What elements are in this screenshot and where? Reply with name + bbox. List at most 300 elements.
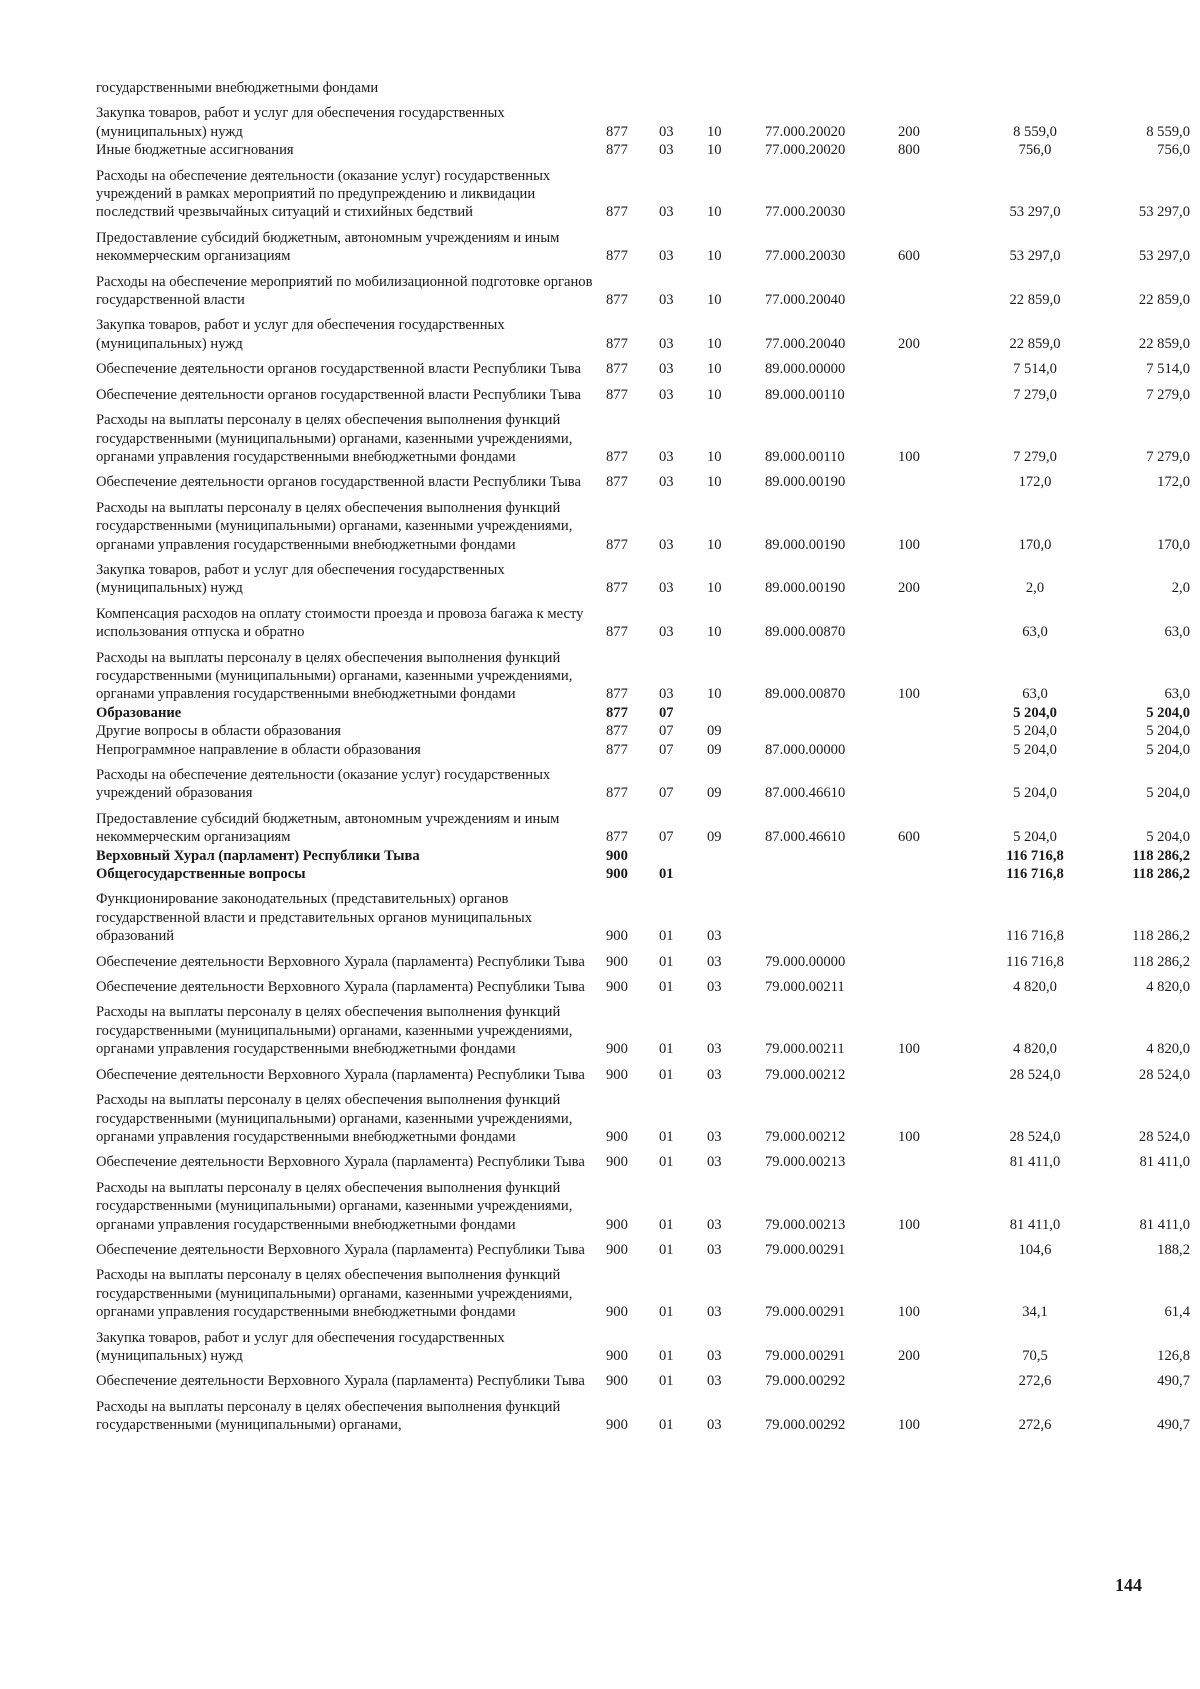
- table-row: [96, 883, 1196, 945]
- row-subsection: 10: [707, 474, 722, 491]
- row-code: [604, 79, 659, 97]
- row-code: 900: [606, 1241, 628, 1258]
- row-subsection: [707, 704, 765, 722]
- row-amount-year1: 81 411,0: [1009, 1216, 1061, 1233]
- table-row: [96, 598, 1196, 642]
- row-description: Обеспечение деятельности Верховного Хурала (парламента) Республики Тыва: [96, 1066, 585, 1083]
- table-row: [96, 79, 1196, 97]
- row-subsection: 09: [707, 741, 722, 758]
- row-amount-year1: 53 297,0: [1009, 204, 1061, 221]
- row-description: Расходы на обеспечение мероприятий по мобилизационной подготовке органов государственной власти: [96, 273, 593, 309]
- row-section: 01: [659, 1128, 674, 1145]
- row-article: 79.000.00212: [765, 1066, 846, 1083]
- row-article: 89.000.00110: [765, 386, 845, 403]
- row-subsection: 10: [707, 448, 722, 465]
- row-code: 877: [606, 704, 628, 721]
- row-section: 01: [659, 866, 674, 883]
- row-description: Общегосударственные вопросы: [96, 866, 306, 883]
- row-description: Функционирование законодательных (представительных) органов государственной власти и представительных органов муниципальных образований: [96, 891, 533, 945]
- row-amount-year1: 272,6: [1018, 1417, 1052, 1434]
- row-section: 01: [659, 979, 674, 996]
- row-subsection: 03: [707, 1304, 722, 1321]
- row-expense-type: [898, 722, 983, 740]
- row-expense-type: 100: [898, 1417, 920, 1434]
- row-amount-year2: 188,2: [1157, 1241, 1190, 1258]
- row-amount-year1: 5 204,0: [1013, 704, 1057, 721]
- row-amount-year1: 272,6: [1018, 1373, 1052, 1390]
- row-section: 03: [659, 142, 674, 159]
- table-row: [96, 704, 1196, 722]
- row-amount-year1: 7 279,0: [1013, 448, 1057, 465]
- row-code: 877: [606, 536, 628, 553]
- row-section: [659, 847, 707, 865]
- row-article: 87.000.46610: [765, 785, 846, 802]
- row-amount-year1: 172,0: [1018, 474, 1052, 491]
- row-subsection: 10: [707, 204, 722, 221]
- row-description: Закупка товаров, работ и услуг для обеспечения государственных (муниципальных) нужд: [96, 1329, 505, 1364]
- table-row: [96, 466, 1196, 491]
- row-amount-year2: 7 514,0: [1146, 361, 1190, 378]
- row-amount-year1: 7 514,0: [1013, 361, 1057, 378]
- row-article: 89.000.00190: [765, 536, 846, 553]
- row-amount-year2: 4 820,0: [1146, 1041, 1190, 1058]
- table-row: [96, 1172, 1196, 1234]
- row-code: 900: [606, 979, 628, 996]
- row-code: 900: [606, 1066, 628, 1083]
- row-code: 900: [606, 1216, 628, 1233]
- row-amount-year1: 34,1: [1022, 1304, 1048, 1321]
- row-amount-year2: 5 204,0: [1146, 723, 1190, 740]
- row-article: 89.000.00190: [765, 580, 846, 597]
- row-subsection: 03: [707, 1216, 722, 1233]
- row-amount-year2: 63,0: [1164, 686, 1190, 703]
- row-article: 79.000.00291: [765, 1347, 846, 1364]
- row-description: Закупка товаров, работ и услуг для обеспечения государственных (муниципальных) нужд: [96, 105, 505, 140]
- row-subsection: 10: [707, 386, 722, 403]
- row-expense-type: 200: [898, 335, 920, 352]
- row-subsection: 10: [707, 123, 722, 140]
- row-description: Расходы на выплаты персоналу в целях обеспечения выполнения функций государственными (муниципальными) органами, казенными учреждениями, органами управления государственными внебюджетными фондами: [96, 649, 573, 703]
- row-amount-year1: 756,0: [1018, 142, 1052, 159]
- row-subsection: 09: [707, 829, 722, 846]
- table-row: [96, 722, 1196, 740]
- table-row: [96, 97, 1196, 141]
- row-subsection: 09: [707, 723, 722, 740]
- row-subsection: 10: [707, 686, 722, 703]
- row-expense-type: 100: [898, 1304, 920, 1321]
- row-expense-type: [898, 865, 983, 883]
- row-amount-year2: 28 524,0: [1138, 1066, 1190, 1083]
- row-expense-type: [898, 160, 983, 222]
- row-expense-type: [898, 266, 983, 310]
- row-description: Расходы на обеспечение деятельности (оказание услуг) государственных учреждений в рамках мероприятий по предупреждению и ликвидации последствий чрезвычайных ситуаций и стихийных бедствий: [96, 167, 551, 221]
- row-amount-year1: 5 204,0: [1013, 829, 1057, 846]
- row-article: [765, 883, 898, 945]
- row-section: 01: [659, 1304, 674, 1321]
- row-description: Расходы на выплаты персоналу в целях обеспечения выполнения функций государственными (муниципальными) органами, казенными учреждениями, органами управления государственными внебюджетными фондами: [96, 1179, 573, 1233]
- row-section: 03: [659, 624, 674, 641]
- table-row: [96, 741, 1196, 759]
- row-code: 900: [606, 1128, 628, 1145]
- row-amount-year1: 81 411,0: [1009, 1154, 1061, 1171]
- row-section: 01: [659, 1373, 674, 1390]
- row-code: 877: [606, 686, 628, 703]
- row-description: Расходы на обеспечение деятельности (оказание услуг) государственных учреждений образования: [96, 767, 551, 802]
- row-section: 07: [659, 723, 674, 740]
- row-section: 03: [659, 580, 674, 597]
- row-article: 89.000.00190: [765, 474, 846, 491]
- row-description: Обеспечение деятельности органов государственной власти Республики Тыва: [96, 474, 581, 491]
- row-subsection: 10: [707, 248, 722, 265]
- table-row: [96, 1084, 1196, 1146]
- row-section: 01: [659, 1417, 674, 1434]
- row-expense-type: 100: [898, 1216, 920, 1233]
- row-amount-year2: 5 204,0: [1146, 785, 1190, 802]
- row-section: 03: [659, 335, 674, 352]
- row-article: 89.000.00870: [765, 686, 846, 703]
- table-row: [96, 996, 1196, 1058]
- row-code: 900: [606, 1347, 628, 1364]
- row-amount-year2: 490,7: [1157, 1373, 1190, 1390]
- row-subsection: [707, 79, 765, 97]
- table-row: [96, 141, 1196, 159]
- row-expense-type: 100: [898, 536, 920, 553]
- row-amount-year2: 53 297,0: [1138, 248, 1190, 265]
- row-expense-type: [898, 883, 983, 945]
- row-amount-year2: 5 204,0: [1146, 741, 1190, 758]
- row-expense-type: [898, 741, 983, 759]
- row-amount-year2: 81 411,0: [1139, 1216, 1190, 1233]
- table-row: [96, 222, 1196, 266]
- row-amount-year1: 7 279,0: [1013, 386, 1057, 403]
- row-description: Другие вопросы в области образования: [96, 723, 342, 740]
- row-article: 79.000.00292: [765, 1417, 846, 1434]
- row-subsection: 10: [707, 536, 722, 553]
- row-amount-year1: 8 559,0: [1013, 123, 1057, 140]
- row-amount-year1: 104,6: [1018, 1241, 1052, 1258]
- row-expense-type: 100: [898, 1128, 920, 1145]
- row-subsection: 10: [707, 142, 722, 159]
- row-amount-year1: 116 716,8: [1006, 928, 1064, 945]
- row-code: 900: [606, 1041, 628, 1058]
- row-subsection: 09: [707, 785, 722, 802]
- row-amount-year1: 116 716,8: [1006, 953, 1064, 970]
- table-row: [96, 492, 1196, 554]
- row-expense-type: 100: [898, 686, 920, 703]
- row-description: Обеспечение деятельности Верховного Хурала (парламента) Республики Тыва: [96, 1373, 585, 1390]
- row-article: 77.000.20040: [765, 292, 846, 309]
- row-description: Образование: [96, 704, 182, 721]
- row-amount-year2: 4 820,0: [1146, 979, 1190, 996]
- table-row: [96, 1059, 1196, 1084]
- row-expense-type: 200: [898, 1347, 920, 1364]
- table-row: [96, 379, 1196, 404]
- table-row: [96, 309, 1196, 353]
- row-amount-year2: 8 559,0: [1146, 123, 1190, 140]
- row-article: 89.000.00870: [765, 624, 846, 641]
- row-section: 01: [659, 1347, 674, 1364]
- row-amount-year1: [983, 79, 1087, 97]
- row-article: 77.000.20020: [765, 123, 846, 140]
- row-code: 877: [606, 448, 628, 465]
- row-description: Закупка товаров, работ и услуг для обеспечения государственных (муниципальных) нужд: [96, 561, 505, 597]
- row-article: 79.000.00212: [765, 1128, 846, 1145]
- row-subsection: [707, 865, 765, 883]
- row-article: 77.000.20020: [765, 142, 846, 159]
- row-subsection: 03: [707, 1041, 722, 1058]
- row-subsection: 03: [707, 1417, 722, 1434]
- row-amount-year2: 118 286,2: [1132, 847, 1190, 864]
- row-article: [765, 865, 898, 883]
- row-expense-type: [898, 971, 983, 996]
- row-subsection: 03: [707, 928, 722, 945]
- row-section: 03: [659, 123, 674, 140]
- row-subsection: 03: [707, 1154, 722, 1171]
- row-code: 877: [606, 142, 628, 159]
- row-amount-year2: 118 286,2: [1132, 928, 1190, 945]
- row-section: 01: [659, 1041, 674, 1058]
- table-row: [96, 1391, 1196, 1435]
- table-row: [96, 803, 1196, 847]
- row-description: Компенсация расходов на оплату стоимости проезда и провоза багажа к месту использования отпуска и обратно: [96, 605, 584, 641]
- table-row: [96, 554, 1196, 598]
- row-amount-year2: 172,0: [1157, 474, 1190, 491]
- row-article: 79.000.00213: [765, 1216, 846, 1233]
- row-section: 03: [659, 248, 674, 265]
- row-expense-type: [898, 1059, 983, 1084]
- row-amount-year2: 170,0: [1157, 536, 1190, 553]
- row-expense-type: [898, 1365, 983, 1390]
- budget-table: [96, 79, 1196, 1435]
- row-expense-type: 100: [898, 1041, 920, 1058]
- table-row: [96, 266, 1196, 310]
- row-article: 79.000.00291: [765, 1304, 846, 1321]
- row-article: [765, 704, 898, 722]
- row-amount-year2: 53 297,0: [1138, 204, 1190, 221]
- row-code: 900: [606, 866, 628, 883]
- row-expense-type: 100: [898, 448, 920, 465]
- row-amount-year2: 2,0: [1171, 580, 1190, 597]
- row-expense-type: 600: [898, 829, 920, 846]
- row-code: 877: [606, 386, 628, 403]
- row-description: Обеспечение деятельности органов государственной власти Республики Тыва: [96, 361, 581, 378]
- row-amount-year1: 22 859,0: [1009, 335, 1061, 352]
- row-expense-type: [898, 379, 983, 404]
- row-amount-year2: 490,7: [1157, 1417, 1190, 1434]
- row-section: 03: [659, 292, 674, 309]
- row-article: [765, 847, 898, 865]
- row-code: 877: [606, 292, 628, 309]
- row-article: [765, 79, 898, 97]
- row-subsection: 10: [707, 580, 722, 597]
- row-description: Обеспечение деятельности органов государственной власти Республики Тыва: [96, 386, 581, 403]
- table-row: [96, 1146, 1196, 1171]
- row-expense-type: 200: [898, 580, 920, 597]
- row-code: 900: [606, 953, 628, 970]
- row-expense-type: 800: [898, 142, 920, 159]
- row-expense-type: [898, 704, 983, 722]
- table-row: [96, 642, 1196, 704]
- row-article: 79.000.00211: [765, 1041, 845, 1058]
- table-row: [96, 404, 1196, 466]
- row-code: 877: [606, 785, 628, 802]
- row-code: 900: [606, 847, 628, 864]
- table-row: [96, 353, 1196, 378]
- row-subsection: 03: [707, 953, 722, 970]
- table-row: [96, 847, 1196, 865]
- row-subsection: 10: [707, 292, 722, 309]
- row-article: 79.000.00292: [765, 1373, 846, 1390]
- row-section: 03: [659, 386, 674, 403]
- row-description: Расходы на выплаты персоналу в целях обеспечения выполнения функций государственными (муниципальными) органами, казенными учреждениями, органами управления государственными внебюджетными фондами: [96, 499, 573, 553]
- row-description: Расходы на выплаты персоналу в целях обеспечения выполнения функций государственными (муниципальными) органами, казенными учреждениями, органами управления государственными внебюджетными фондами: [96, 1092, 573, 1145]
- row-code: 877: [606, 335, 628, 352]
- row-section: 01: [659, 928, 674, 945]
- row-code: 877: [606, 580, 628, 597]
- row-section: 03: [659, 204, 674, 221]
- table-row: [96, 1234, 1196, 1259]
- row-description: Предоставление субсидий бюджетным, автономным учреждениям и иным некоммерческим организациям: [96, 229, 560, 265]
- row-description: Расходы на выплаты персоналу в целях обеспечения выполнения функций государственными (муниципальными) органами, казенными учреждениями, органами управления государственными внебюджетными фондами: [96, 412, 573, 465]
- row-amount-year1: 28 524,0: [1009, 1128, 1061, 1145]
- row-section: 01: [659, 1066, 674, 1083]
- table-row: [96, 865, 1196, 883]
- row-subsection: 10: [707, 361, 722, 378]
- row-subsection: 03: [707, 1347, 722, 1364]
- row-article: 79.000.00000: [765, 953, 846, 970]
- row-amount-year2: 61,4: [1164, 1304, 1190, 1321]
- row-section: 07: [659, 785, 674, 802]
- row-code: 877: [606, 474, 628, 491]
- row-code: 877: [606, 248, 628, 265]
- row-section: 03: [659, 686, 674, 703]
- row-amount-year2: 126,8: [1157, 1347, 1190, 1364]
- row-amount-year2: 22 859,0: [1138, 335, 1190, 352]
- row-code: 900: [606, 928, 628, 945]
- row-amount-year1: 116 716,8: [1006, 866, 1064, 883]
- row-amount-year2: 81 411,0: [1139, 1154, 1190, 1171]
- row-amount-year2: 118 286,2: [1132, 953, 1190, 970]
- row-expense-type: 600: [898, 248, 920, 265]
- row-article: 79.000.00213: [765, 1154, 846, 1171]
- table-row: [96, 160, 1196, 222]
- row-amount-year1: 63,0: [1022, 624, 1048, 641]
- row-section: 01: [659, 1154, 674, 1171]
- row-amount-year2: 7 279,0: [1146, 386, 1190, 403]
- row-expense-type: [898, 759, 983, 803]
- row-description: Верховный Хурал (парламент) Республики Тыва: [96, 847, 420, 864]
- row-code: 877: [606, 741, 628, 758]
- row-article: 77.000.20030: [765, 248, 846, 265]
- row-amount-year1: 4 820,0: [1013, 979, 1057, 996]
- row-description: Обеспечение деятельности Верховного Хурала (парламента) Республики Тыва: [96, 1241, 585, 1258]
- row-description: Иные бюджетные ассигнования: [96, 142, 294, 159]
- row-amount-year1: 53 297,0: [1009, 248, 1061, 265]
- row-subsection: 03: [707, 1066, 722, 1083]
- row-article: 87.000.46610: [765, 829, 846, 846]
- row-article: 79.000.00291: [765, 1241, 846, 1258]
- row-amount-year1: 28 524,0: [1009, 1066, 1061, 1083]
- row-amount-year2: 5 204,0: [1146, 829, 1190, 846]
- row-description: Обеспечение деятельности Верховного Хурала (парламента) Республики Тыва: [96, 979, 585, 996]
- row-expense-type: 200: [898, 123, 920, 140]
- row-description: Расходы на выплаты персоналу в целях обеспечения выполнения функций государственными (муниципальными) органами, казенными учреждениями, органами управления государственными внебюджетными фондами: [96, 1267, 573, 1321]
- row-amount-year1: 5 204,0: [1013, 741, 1057, 758]
- table-row: [96, 759, 1196, 803]
- row-subsection: 10: [707, 335, 722, 352]
- row-amount-year1: 170,0: [1018, 536, 1052, 553]
- row-code: 900: [606, 1373, 628, 1390]
- table-row: [96, 946, 1196, 971]
- row-amount-year2: 28 524,0: [1138, 1128, 1190, 1145]
- row-code: 900: [606, 1417, 628, 1434]
- row-subsection: 03: [707, 1128, 722, 1145]
- table-body: [96, 79, 1196, 1435]
- row-section: 03: [659, 536, 674, 553]
- row-expense-type: [898, 598, 983, 642]
- row-code: 877: [606, 123, 628, 140]
- row-amount-year1: 70,5: [1022, 1347, 1048, 1364]
- row-section: 01: [659, 1216, 674, 1233]
- row-article: 77.000.20030: [765, 204, 846, 221]
- row-section: 07: [659, 704, 674, 721]
- row-code: 877: [606, 829, 628, 846]
- row-article: 87.000.00000: [765, 741, 846, 758]
- row-article: 77.000.20040: [765, 335, 846, 352]
- row-code: 900: [606, 1154, 628, 1171]
- page-number: 144: [1115, 1575, 1142, 1595]
- row-amount-year1: 63,0: [1022, 686, 1048, 703]
- row-amount-year2: 118 286,2: [1132, 866, 1190, 883]
- row-amount-year1: 2,0: [1025, 580, 1045, 597]
- row-amount-year2: 63,0: [1164, 624, 1190, 641]
- row-expense-type: [898, 1146, 983, 1171]
- row-description: Обеспечение деятельности Верховного Хурала (парламента) Республики Тыва: [96, 1154, 585, 1171]
- row-amount-year1: 116 716,8: [1006, 847, 1064, 864]
- row-amount-year2: 756,0: [1157, 142, 1190, 159]
- row-article: [765, 722, 898, 740]
- row-amount-year1: 5 204,0: [1013, 723, 1057, 740]
- row-section: 03: [659, 448, 674, 465]
- row-subsection: [707, 847, 765, 865]
- row-subsection: 03: [707, 1241, 722, 1258]
- row-description: государственными внебюджетными фондами: [96, 80, 379, 96]
- row-expense-type: [898, 79, 983, 97]
- row-code: 877: [606, 361, 628, 378]
- row-expense-type: [898, 353, 983, 378]
- row-expense-type: [898, 946, 983, 971]
- row-description: Расходы на выплаты персоналу в целях обеспечения выполнения функций государственными (муниципальными) органами, казенными учреждениями, органами управления государственными внебюджетными фондами: [96, 1004, 573, 1058]
- row-description: Непрограммное направление в области образования: [96, 741, 421, 758]
- row-code: 877: [606, 624, 628, 641]
- row-expense-type: [898, 1234, 983, 1259]
- row-amount-year2: 5 204,0: [1146, 704, 1190, 721]
- row-code: 877: [606, 204, 628, 221]
- row-description: Предоставление субсидий бюджетным, автономным учреждениям и иным некоммерческим организациям: [96, 810, 560, 846]
- row-article: 79.000.00211: [765, 979, 845, 996]
- row-description: Обеспечение деятельности Верховного Хурала (парламента) Республики Тыва: [96, 953, 585, 970]
- row-subsection: 03: [707, 1373, 722, 1390]
- row-subsection: 10: [707, 624, 722, 641]
- row-article: 89.000.00110: [765, 448, 845, 465]
- row-expense-type: [898, 466, 983, 491]
- row-amount-year2: [1087, 79, 1196, 97]
- row-section: 01: [659, 953, 674, 970]
- row-amount-year1: 22 859,0: [1009, 292, 1061, 309]
- row-amount-year2: 22 859,0: [1138, 292, 1190, 309]
- table-row: [96, 971, 1196, 996]
- row-section: 07: [659, 741, 674, 758]
